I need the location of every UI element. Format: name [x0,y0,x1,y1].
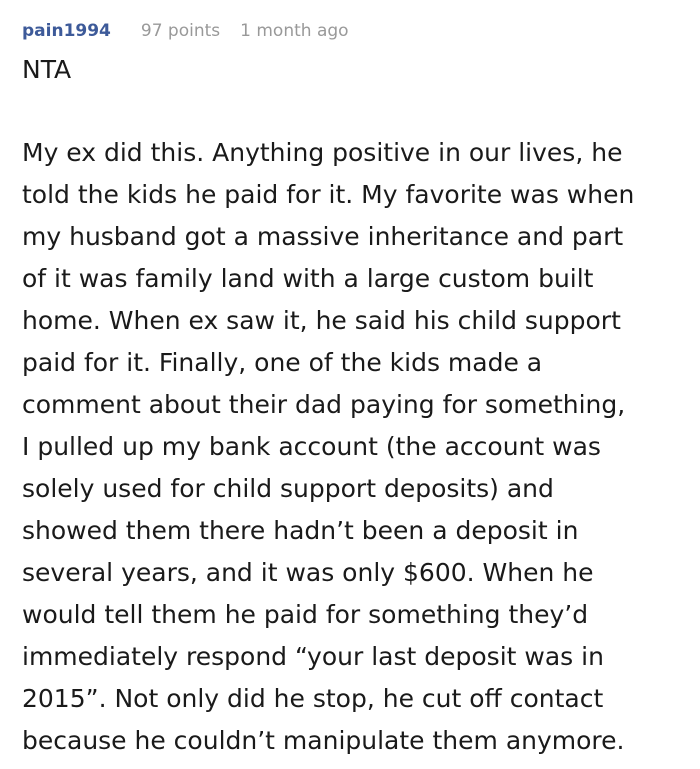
body-line: my husband got a massive inheritance and part [22,222,624,251]
body-line: because he couldn’t manipulate them anymore. [22,726,625,755]
body-line: I pulled up my bank account (the account was [22,432,601,461]
body-line: solely used for child support deposits) and [22,474,554,503]
body-line: several years, and it was only $600. When he [22,558,594,587]
body-line: paid for it. Finally, one of the kids made a [22,348,543,377]
author-link[interactable]: pain1994 [22,21,111,41]
comment-meta [22,19,349,43]
body-line: comment about their dad paying for something, [22,390,626,419]
points-count: 97 points [140,21,221,41]
timestamp: 1 month ago [240,21,349,41]
body-line: of it was family land with a large custom built [22,264,594,293]
body-line: immediately respond “your last deposit was in [22,642,604,671]
body-line: told the kids he paid for it. My favorite was when [22,180,635,209]
body-line: My ex did this. Anything positive in our lives, he [22,138,623,167]
comment-body [22,132,692,762]
body-line: 2015”. Not only did he stop, he cut off contact [22,684,604,713]
comment-verdict: NTA [22,55,72,84]
body-line: showed them there hadn’t been a deposit in [22,516,579,545]
body-line: would tell them he paid for something they’d [22,600,589,629]
body-line: home. When ex saw it, he said his child support [22,306,621,335]
